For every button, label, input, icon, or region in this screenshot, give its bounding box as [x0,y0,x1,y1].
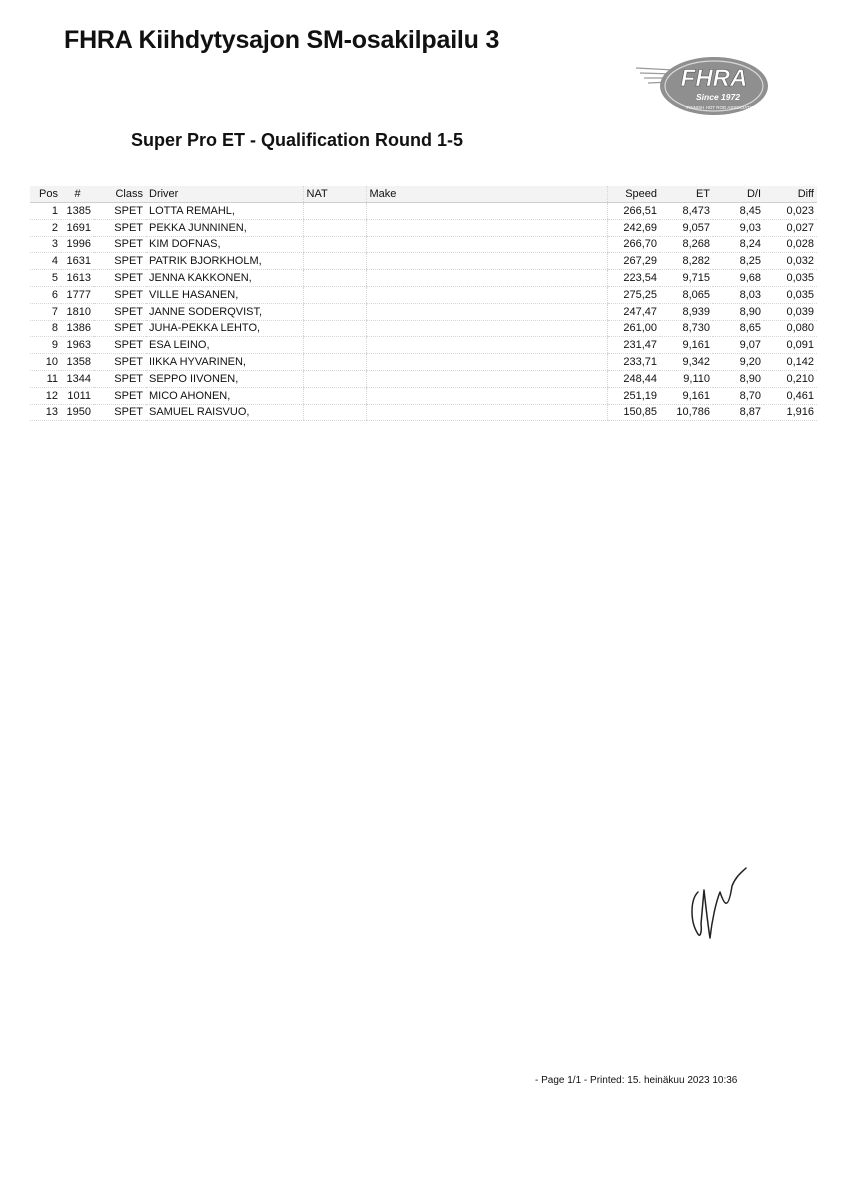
cell-speed: 150,85 [607,404,660,421]
svg-text:FHRA: FHRA [680,65,748,92]
cell-diff: 0,023 [764,203,817,220]
col-driver: Driver [146,186,303,203]
cell-driver: LOTTA REMAHL, [146,203,303,220]
cell-make [366,286,607,303]
svg-text:Since 1972: Since 1972 [696,92,740,102]
table-row [30,320,817,337]
cell-number: 1358 [61,354,94,371]
cell-et: 8,473 [660,203,713,220]
cell-class: SPET [94,253,146,270]
cell-make [366,354,607,371]
cell-di: 8,24 [713,236,764,253]
table-row [30,354,817,371]
signature [684,862,750,946]
cell-pos: 13 [30,404,61,421]
cell-pos: 2 [30,219,61,236]
cell-pos: 7 [30,303,61,320]
cell-nat [303,337,366,354]
cell-diff: 0,461 [764,387,817,404]
col-pos: Pos [30,186,61,203]
cell-speed: 266,51 [607,203,660,220]
table-row [30,203,817,220]
cell-make [366,219,607,236]
cell-et: 9,161 [660,337,713,354]
fhra-logo [634,54,770,118]
col-class: Class [94,186,146,203]
cell-nat [303,203,366,220]
cell-number: 1963 [61,337,94,354]
cell-number: 1613 [61,270,94,287]
cell-speed: 231,47 [607,337,660,354]
cell-et: 9,715 [660,270,713,287]
cell-di: 8,03 [713,286,764,303]
table-row [30,219,817,236]
cell-di: 9,03 [713,219,764,236]
cell-class: SPET [94,387,146,404]
cell-class: SPET [94,303,146,320]
table-row [30,286,817,303]
cell-class: SPET [94,236,146,253]
cell-pos: 3 [30,236,61,253]
cell-nat [303,404,366,421]
cell-di: 8,90 [713,370,764,387]
page-title: FHRA Kiihdytysajon SM-osakilpailu 3 [64,26,500,54]
table-row [30,303,817,320]
cell-driver: VILLE HASANEN, [146,286,303,303]
cell-pos: 11 [30,370,61,387]
cell-et: 8,730 [660,320,713,337]
table-row [30,404,817,421]
report-subtitle: Super Pro ET - Qualification Round 1-5 [131,130,464,150]
cell-nat [303,303,366,320]
cell-make [366,203,607,220]
cell-di: 8,87 [713,404,764,421]
cell-et: 8,939 [660,303,713,320]
table-row [30,337,817,354]
cell-class: SPET [94,337,146,354]
cell-driver: MICO AHONEN, [146,387,303,404]
cell-diff: 0,028 [764,236,817,253]
cell-driver: PATRIK BJORKHOLM, [146,253,303,270]
cell-driver: IIKKA HYVARINEN, [146,354,303,371]
col-nat: NAT [303,186,366,203]
cell-make [366,387,607,404]
cell-et: 10,786 [660,404,713,421]
cell-et: 9,110 [660,370,713,387]
cell-class: SPET [94,404,146,421]
table-row [30,253,817,270]
cell-speed: 242,69 [607,219,660,236]
cell-driver: SEPPO IIVONEN, [146,370,303,387]
cell-make [366,270,607,287]
cell-speed: 266,70 [607,236,660,253]
cell-number: 1011 [61,387,94,404]
cell-pos: 5 [30,270,61,287]
cell-et: 8,268 [660,236,713,253]
cell-et: 9,057 [660,219,713,236]
cell-pos: 6 [30,286,61,303]
cell-nat [303,286,366,303]
col-speed: Speed [607,186,660,203]
cell-diff: 0,091 [764,337,817,354]
cell-speed: 267,29 [607,253,660,270]
cell-driver: ESA LEINO, [146,337,303,354]
svg-text:FINNISH HOT ROD ASSOCIATION: FINNISH HOT ROD ASSOCIATION [686,105,758,110]
col-make: Make [366,186,607,203]
cell-et: 9,342 [660,354,713,371]
cell-di: 9,07 [713,337,764,354]
cell-pos: 8 [30,320,61,337]
cell-diff: 0,032 [764,253,817,270]
cell-diff: 0,035 [764,270,817,287]
cell-make [366,370,607,387]
cell-make [366,303,607,320]
table-row [30,236,817,253]
cell-class: SPET [94,270,146,287]
cell-speed: 223,54 [607,270,660,287]
cell-di: 8,90 [713,303,764,320]
cell-di: 8,65 [713,320,764,337]
cell-et: 9,161 [660,387,713,404]
cell-nat [303,270,366,287]
cell-speed: 233,71 [607,354,660,371]
results-table [30,186,817,421]
table-row [30,370,817,387]
cell-diff: 0,035 [764,286,817,303]
col-di: D/I [713,186,764,203]
cell-class: SPET [94,370,146,387]
cell-speed: 247,47 [607,303,660,320]
cell-di: 9,68 [713,270,764,287]
cell-make [366,404,607,421]
cell-class: SPET [94,203,146,220]
cell-number: 1950 [61,404,94,421]
cell-driver: KIM DOFNAS, [146,236,303,253]
cell-nat [303,387,366,404]
cell-pos: 12 [30,387,61,404]
cell-speed: 248,44 [607,370,660,387]
cell-diff: 0,080 [764,320,817,337]
cell-diff: 0,142 [764,354,817,371]
cell-driver: JANNE SODERQVIST, [146,303,303,320]
cell-number: 1810 [61,303,94,320]
cell-diff: 0,039 [764,303,817,320]
cell-driver: JUHA-PEKKA LEHTO, [146,320,303,337]
cell-pos: 4 [30,253,61,270]
col-et: ET [660,186,713,203]
cell-nat [303,370,366,387]
cell-driver: PEKKA JUNNINEN, [146,219,303,236]
cell-class: SPET [94,354,146,371]
cell-nat [303,236,366,253]
cell-number: 1385 [61,203,94,220]
cell-make [366,253,607,270]
cell-nat [303,320,366,337]
cell-number: 1344 [61,370,94,387]
cell-et: 8,282 [660,253,713,270]
cell-speed: 251,19 [607,387,660,404]
cell-nat [303,253,366,270]
cell-speed: 275,25 [607,286,660,303]
cell-speed: 261,00 [607,320,660,337]
cell-make [366,320,607,337]
cell-di: 8,45 [713,203,764,220]
cell-class: SPET [94,320,146,337]
col-diff: Diff [764,186,817,203]
cell-number: 1777 [61,286,94,303]
cell-pos: 10 [30,354,61,371]
col-number: # [61,186,94,203]
cell-pos: 9 [30,337,61,354]
table-row [30,270,817,287]
cell-class: SPET [94,219,146,236]
cell-diff: 0,210 [764,370,817,387]
cell-di: 9,20 [713,354,764,371]
cell-diff: 0,027 [764,219,817,236]
cell-driver: JENNA KAKKONEN, [146,270,303,287]
cell-nat [303,219,366,236]
cell-diff: 1,916 [764,404,817,421]
table-row [30,387,817,404]
cell-number: 1631 [61,253,94,270]
cell-number: 1691 [61,219,94,236]
cell-make [366,337,607,354]
page-footer: - Page 1/1 - Printed: 15. heinäkuu 2023 10:36 [535,1075,738,1086]
cell-di: 8,25 [713,253,764,270]
cell-di: 8,70 [713,387,764,404]
cell-number: 1996 [61,236,94,253]
cell-nat [303,354,366,371]
cell-make [366,236,607,253]
table-header-row [30,186,817,203]
cell-class: SPET [94,286,146,303]
cell-driver: SAMUEL RAISVUO, [146,404,303,421]
cell-pos: 1 [30,203,61,220]
cell-number: 1386 [61,320,94,337]
cell-et: 8,065 [660,286,713,303]
